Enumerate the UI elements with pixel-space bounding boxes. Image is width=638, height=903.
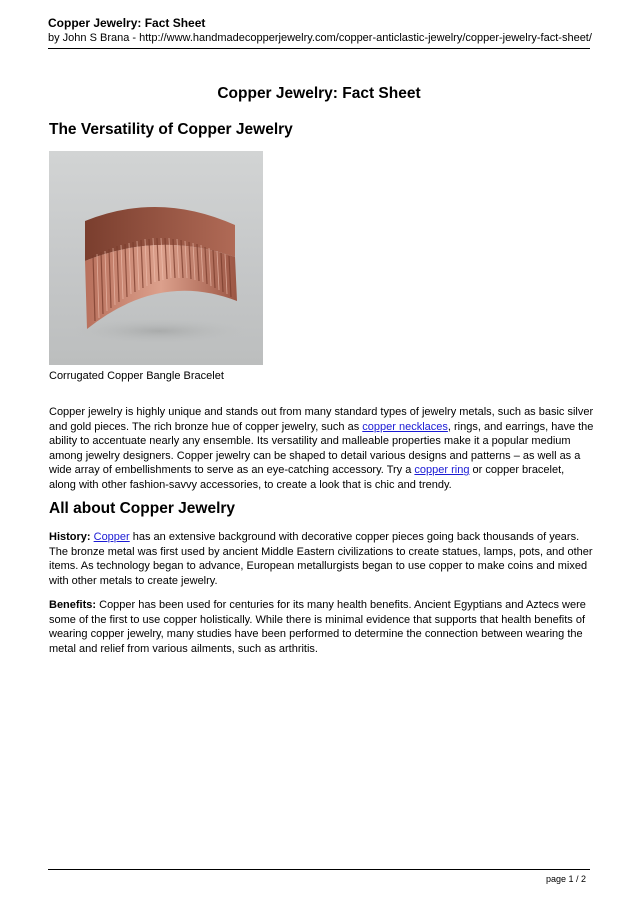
history-label: History: [49,531,91,543]
section-heading-all-about: All about Copper Jewelry [49,500,236,517]
image-caption: Corrugated Copper Bangle Bracelet [49,370,224,382]
header-byline: by John S Brana - http://www.handmadecopperjewelry.com/copper-anticlastic-jewelry/copper-jewelry-fact-sheet/ [48,32,592,44]
page-footer [48,869,590,884]
benefits-text: Copper has been used for centuries for its many health benefits. Ancient Egyptians and Aztecs were some of the first to use copper holistically. While there is minimal evidence that supports that health benefits of wearing copper jewelry, many studies have been performed to determine the connection between wearing the metal and relief from various ailments, such as arthritis. [49,599,586,655]
header-title: Copper Jewelry: Fact Sheet [48,16,206,30]
benefits-label: Benefits: [49,599,97,611]
bracelet-photo [49,151,263,365]
copper-ring-link[interactable]: copper ring [414,464,470,477]
versatility-text-2: , rings, and earrings, have the ability to accentuate nearly any ensemble. Its versatility and malleable properties make it a popular medium among jewelry designers. Copper jewelry can be shaped to detail various designs and patterns – as well as a wide array of embellishments to serve as an eye-catching accessory. Try a [49,420,594,477]
bracelet-illustration [49,151,263,365]
copper-link[interactable]: Copper [93,531,130,543]
versatility-text-3: or copper bracelet, along with other fashion-savvy accessories, to create a look that is chic and trendy. [49,464,565,491]
page-number: page 1 / 2 [545,874,586,884]
copper-necklaces-link[interactable]: copper necklaces [362,420,448,433]
history-paragraph [49,530,594,588]
page-header [48,16,590,49]
versatility-paragraph [49,405,594,493]
section-heading-versatility: The Versatility of Copper Jewelry [49,121,293,138]
benefits-paragraph [49,598,594,656]
versatility-text-1: Copper jewelry is highly unique and stands out from many standard types of jewelry metals, such as basic silver and gold pieces. The rich bronze hue of copper jewelry, such as [49,406,594,433]
document-title: Copper Jewelry: Fact Sheet [217,85,421,102]
history-text: has an extensive background with decorative copper pieces going back thousands of years. The bronze metal was first used by ancient Middle Eastern civilizations to create statues, lamps, pots, and other items. As technology began to advance, European metallurgists began to use copper to make coins and mixed with other metals to create jewelry. [49,531,593,587]
